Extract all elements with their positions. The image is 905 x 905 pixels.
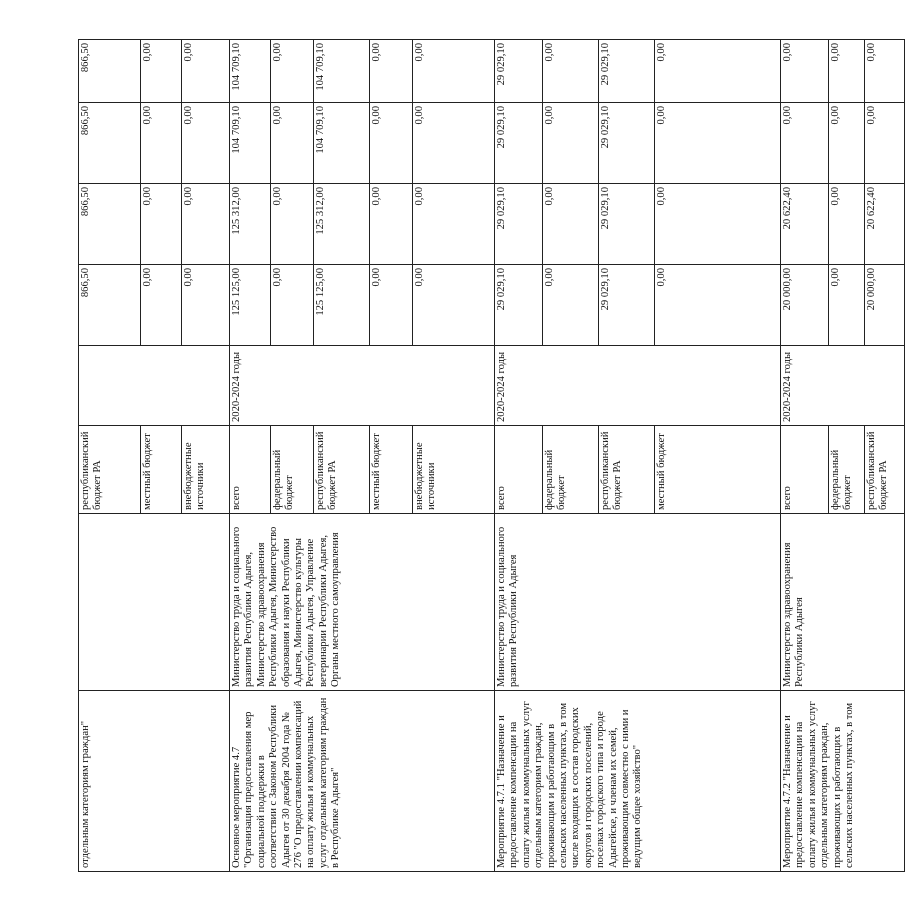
value-cell: 0,00 <box>141 265 182 346</box>
value-cell: 0,00 <box>413 265 495 346</box>
executor-cell: Министерство труда и социального развития Республики Адыгея, Министерство здравоохранения Республики Адыгея, Министерство образования и науки Республики Адыгея, Министерство культуры Республики Адыгея, Управление ветеринарии Республики Адыгея, Органы местного самоуправления <box>230 514 495 691</box>
value-cell: 0,00 <box>141 40 182 103</box>
executor-cell <box>79 514 230 691</box>
value-cell: 0,00 <box>370 40 413 103</box>
source-cell: внебюджетные источники <box>182 426 230 514</box>
source-cell: местный бюджет <box>370 426 413 514</box>
source-cell: всего <box>495 426 543 514</box>
value-cell: 29 029,10 <box>599 184 655 265</box>
value-cell: 125 312,00 <box>230 184 271 265</box>
measure-name-cell: Мероприятие 4.7.1 "Назначение и предоставление компенсации на оплату жилья и коммунальных услуг отдельным категориям граждан, проживающим и работающим в сельских населенных пунктах, в том числе входящих в состав городских округов и городских поселений, поселках городского типа и городе Адыгейске, и членам их семей, проживающим совместно с ними и ведущим общее хозяйство" <box>495 691 781 872</box>
executor-cell: Министерство здравоохранения Республики Адыгея <box>781 514 905 691</box>
period-cell <box>79 346 230 426</box>
table-row <box>781 40 829 872</box>
period-cell: 2020-2024 годы <box>230 346 495 426</box>
source-cell: всего <box>781 426 829 514</box>
value-cell: 20 622,40 <box>781 184 829 265</box>
value-cell: 104 709,10 <box>230 40 271 103</box>
value-cell: 0,00 <box>781 40 829 103</box>
value-cell: 0,00 <box>141 103 182 184</box>
budget-table <box>78 39 905 872</box>
value-cell: 866,50 <box>79 265 141 346</box>
source-cell: местный бюджет <box>141 426 182 514</box>
value-cell: 0,00 <box>655 184 781 265</box>
value-cell: 0,00 <box>413 184 495 265</box>
table-row <box>79 40 141 872</box>
value-cell: 0,00 <box>865 40 905 103</box>
value-cell: 0,00 <box>413 40 495 103</box>
value-cell: 104 709,10 <box>314 40 370 103</box>
value-cell: 125 312,00 <box>314 184 370 265</box>
source-cell: республиканский бюджет РА <box>599 426 655 514</box>
table-row <box>230 40 271 872</box>
value-cell: 0,00 <box>655 265 781 346</box>
source-cell: федеральный бюджет <box>271 426 314 514</box>
source-cell: республиканский бюджет РА <box>865 426 905 514</box>
value-cell: 0,00 <box>829 265 865 346</box>
value-cell: 29 029,10 <box>495 184 543 265</box>
value-cell: 0,00 <box>543 265 599 346</box>
source-cell: республиканский бюджет РА <box>314 426 370 514</box>
value-cell: 0,00 <box>182 184 230 265</box>
value-cell: 866,50 <box>79 103 141 184</box>
rotated-table-frame <box>78 40 890 872</box>
source-cell: федеральный бюджет <box>543 426 599 514</box>
period-cell: 2020-2024 годы <box>781 346 905 426</box>
source-cell: федеральный бюджет <box>829 426 865 514</box>
executor-cell: Министерство труда и социального развития Республики Адыгея <box>495 514 781 691</box>
value-cell: 20 622,40 <box>865 184 905 265</box>
value-cell: 29 029,10 <box>495 265 543 346</box>
value-cell: 29 029,10 <box>599 40 655 103</box>
value-cell: 0,00 <box>865 103 905 184</box>
value-cell: 0,00 <box>271 103 314 184</box>
value-cell: 0,00 <box>829 40 865 103</box>
value-cell: 0,00 <box>655 103 781 184</box>
value-cell: 0,00 <box>271 184 314 265</box>
value-cell: 0,00 <box>543 184 599 265</box>
value-cell: 125 125,00 <box>230 265 271 346</box>
value-cell: 0,00 <box>543 40 599 103</box>
value-cell: 104 709,10 <box>230 103 271 184</box>
source-cell: внебюджетные источники <box>413 426 495 514</box>
value-cell: 866,50 <box>79 184 141 265</box>
value-cell: 29 029,10 <box>599 265 655 346</box>
value-cell: 29 029,10 <box>495 103 543 184</box>
value-cell: 0,00 <box>182 40 230 103</box>
measure-name-cell: отдельным категориям граждан" <box>79 691 230 872</box>
table-row <box>495 40 543 872</box>
value-cell: 104 709,10 <box>314 103 370 184</box>
value-cell: 0,00 <box>829 103 865 184</box>
value-cell: 0,00 <box>370 103 413 184</box>
value-cell: 0,00 <box>370 265 413 346</box>
value-cell: 0,00 <box>781 103 829 184</box>
value-cell: 0,00 <box>543 103 599 184</box>
period-cell: 2020-2024 годы <box>495 346 781 426</box>
source-cell: республиканский бюджет РА <box>79 426 141 514</box>
value-cell: 0,00 <box>413 103 495 184</box>
value-cell: 0,00 <box>141 184 182 265</box>
measure-name-cell: Основное мероприятие 4.7 "Организация предоставления мер социальной поддержки в соответствии с Законом Республики Адыгея от 30 декабря 2004 года № 276 "О предоставлении компенсаций на оплату жилья и коммунальных услуг отдельным категориям граждан в Республике Адыгея" <box>230 691 495 872</box>
value-cell: 29 029,10 <box>495 40 543 103</box>
value-cell: 0,00 <box>829 184 865 265</box>
value-cell: 0,00 <box>271 265 314 346</box>
value-cell: 0,00 <box>182 265 230 346</box>
value-cell: 29 029,10 <box>599 103 655 184</box>
measure-name-cell: Мероприятие 4.7.2 "Назначение и предоставление компенсации на оплату жилья и коммунальных услуг отдельным категориям граждан, проживающих и работающих в сельских населенных пунктах, в том <box>781 691 905 872</box>
value-cell: 0,00 <box>370 184 413 265</box>
value-cell: 0,00 <box>182 103 230 184</box>
source-cell: всего <box>230 426 271 514</box>
value-cell: 20 000,00 <box>781 265 829 346</box>
value-cell: 0,00 <box>271 40 314 103</box>
value-cell: 20 000,00 <box>865 265 905 346</box>
source-cell: местный бюджет <box>655 426 781 514</box>
value-cell: 866,50 <box>79 40 141 103</box>
value-cell: 0,00 <box>655 40 781 103</box>
value-cell: 125 125,00 <box>314 265 370 346</box>
